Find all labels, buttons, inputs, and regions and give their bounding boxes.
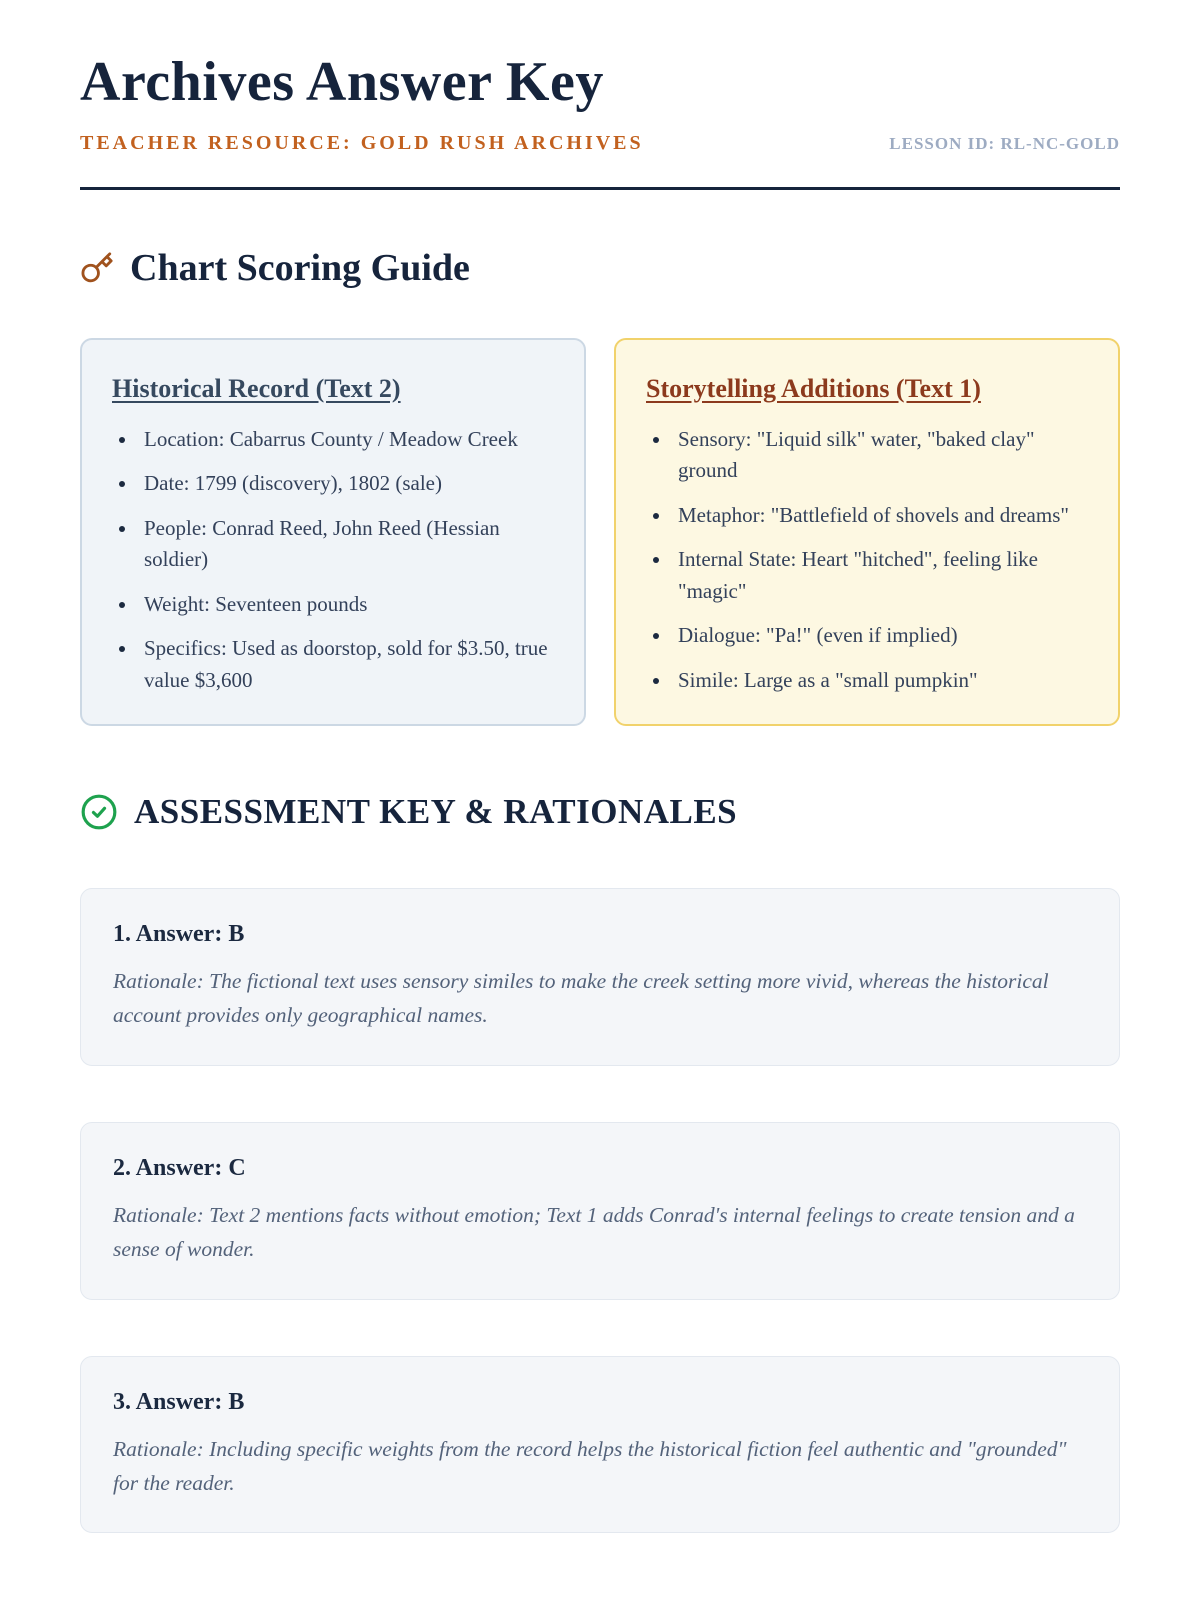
- list-item: • Metaphor: "Battlefield of shovels and dreams": [672, 500, 1088, 532]
- lesson-id-label: LESSON ID: RL-NC-GOLD: [889, 133, 1120, 153]
- storytelling-additions-list: [646, 424, 1088, 697]
- answer-label: 2. Answer: C: [113, 1154, 246, 1181]
- storytelling-additions-title: Storytelling Additions (Text 1): [646, 373, 981, 403]
- list-item: • Weight: Seventeen pounds: [138, 589, 554, 621]
- scoring-cards-grid: [80, 338, 1120, 727]
- chart-scoring-guide-heading: [80, 246, 1120, 290]
- list-item: • Sensory: "Liquid silk" water, "baked clay" ground: [672, 424, 1088, 487]
- assessment-key-section: [80, 792, 1120, 1533]
- answer-card-1: [80, 888, 1120, 1066]
- answer-label: 1. Answer: B: [113, 921, 245, 948]
- header-divider: [80, 187, 1120, 190]
- historical-record-list: [112, 424, 554, 697]
- answer-card-2: [80, 1122, 1120, 1300]
- answer-rationale: Rationale: Text 2 mentions facts without emotion; Text 1 adds Conrad's internal feelings to create tension and a sense of wonder.: [113, 1202, 1075, 1262]
- list-item: • Simile: Large as a "small pumpkin": [672, 665, 1088, 697]
- teacher-resource-subtitle: TEACHER RESOURCE: GOLD RUSH ARCHIVES: [80, 131, 644, 154]
- page-title: Archives Answer Key: [80, 51, 604, 113]
- answer-rationale: Rationale: Including specific weights from the record helps the historical fiction feel authentic and "grounded" for the reader.: [113, 1436, 1067, 1496]
- assessment-key-title: ASSESSMENT KEY & RATIONALES: [134, 792, 738, 832]
- key-icon: [80, 251, 114, 285]
- answer-card-3: [80, 1356, 1120, 1534]
- list-item: • Dialogue: "Pa!" (even if implied): [672, 620, 1088, 652]
- answer-rationale: Rationale: The fictional text uses sensory similes to make the creek setting more vivid, whereas the historical account provides only geographical names.: [113, 969, 1049, 1028]
- list-item: • People: Conrad Reed, John Reed (Hessian soldier): [138, 513, 554, 576]
- subtitle-row: [80, 132, 1120, 155]
- document-header: [80, 52, 1120, 190]
- list-item: • Location: Cabarrus County / Meadow Creek: [138, 424, 554, 456]
- answer-label: 3. Answer: B: [113, 1388, 245, 1415]
- storytelling-additions-card: [614, 338, 1120, 727]
- list-item: • Internal State: Heart "hitched", feeling like "magic": [672, 544, 1088, 607]
- historical-record-card: [80, 338, 586, 727]
- chart-scoring-guide-section: [80, 246, 1120, 727]
- assessment-key-heading: [80, 792, 1120, 832]
- list-item: • Date: 1799 (discovery), 1802 (sale): [138, 468, 554, 500]
- historical-record-title: Historical Record (Text 2): [112, 373, 401, 403]
- list-item: • Specifics: Used as doorstop, sold for $3.50, true value $3,600: [138, 633, 554, 696]
- check-circle-icon: [80, 793, 118, 831]
- chart-scoring-guide-title: Chart Scoring Guide: [130, 246, 470, 289]
